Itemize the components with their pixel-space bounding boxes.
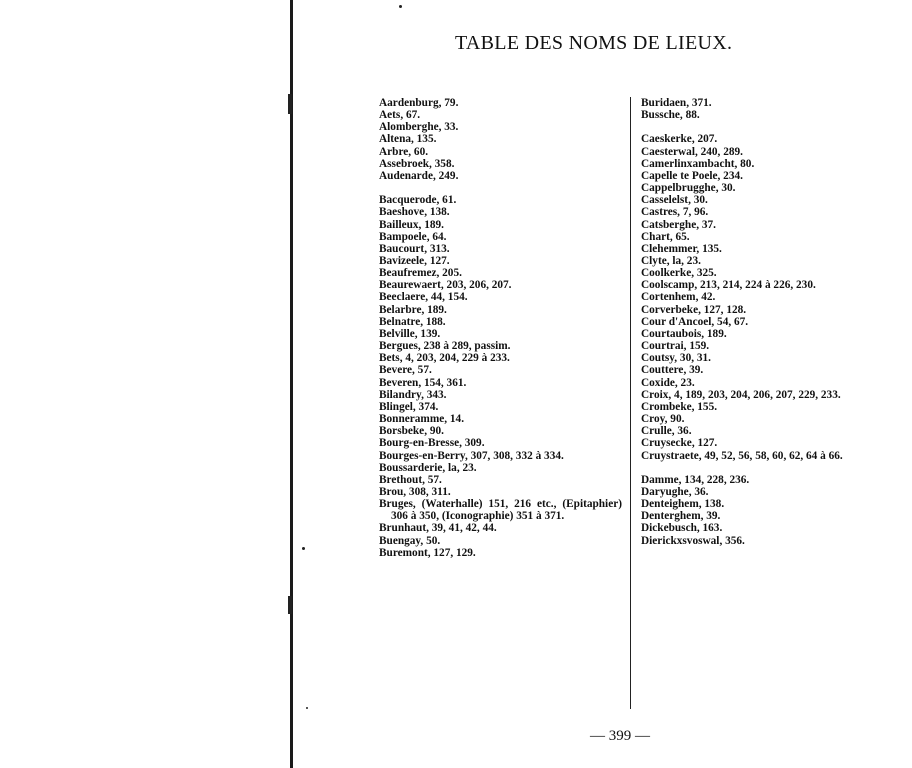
index-entry: Croix, 4, 189, 203, 204, 206, 207, 229, 233. (641, 388, 841, 401)
index-entry: Brethout, 57. (379, 473, 442, 486)
index-entry: Castres, 7, 96. (641, 206, 709, 219)
index-entry: Courtrai, 159. (641, 340, 710, 353)
ink-speck (306, 707, 308, 709)
index-entry: Bilandry, 343. (379, 388, 447, 401)
index-entry: Boussarderie, la, 23. (379, 461, 477, 474)
binding-mark (288, 596, 292, 614)
index-entry: Cortenhem, 42. (641, 291, 716, 304)
index-entry: Cruystraete, 49, 52, 56, 58, 60, 62, 64 à 66. (641, 449, 843, 462)
group-spacer (641, 121, 896, 133)
index-entry: Bacquerode, 61. (379, 194, 457, 207)
index-entry: Damme, 134, 228, 236. (641, 473, 750, 486)
index-entry: Catsberghe, 37. (641, 218, 716, 231)
index-entry: Bampoele, 64. (379, 230, 447, 243)
index-column-left (379, 97, 622, 559)
index-entry: Brunhaut, 39, 41, 42, 44. (379, 522, 497, 535)
page-number: — 399 — (590, 728, 650, 744)
index-entry: Bussche, 88. (641, 109, 700, 122)
index-entry: Clehemmer, 135. (641, 242, 722, 255)
index-entry: Crombeke, 155. (641, 400, 718, 413)
index-entry: Assebroek, 358. (379, 157, 455, 170)
index-entry: Altena, 135. (379, 133, 437, 146)
index-entry: Caeskerke, 207. (641, 133, 718, 146)
index-entry: Chart, 65. (641, 230, 690, 243)
index-entry: Cappelbrugghe, 30. (641, 182, 736, 195)
index-entry: Cruysecke, 127. (641, 437, 718, 450)
index-entry: Bergues, 238 à 289, passim. (379, 340, 511, 353)
page-binding-edge (290, 0, 293, 768)
index-entry: Bourges-en-Berry, 307, 308, 332 à 334. (379, 449, 564, 462)
index-entry: Capelle te Poele, 234. (641, 169, 743, 182)
ink-speck (399, 5, 402, 8)
index-entry: Bruges, (Waterhalle) 151, 216 etc., (Epitaphier) 306 à 350, (Iconographie) 351 à 371. (379, 498, 622, 523)
index-entry: Baucourt, 313. (379, 242, 450, 255)
index-entry: Dierickxsvoswal, 356. (641, 534, 745, 547)
index-entry: Aets, 67. (379, 109, 421, 122)
ink-speck (302, 547, 305, 550)
index-entry: Cour d'Ancoel, 54, 67. (641, 315, 749, 328)
index-entry: Beaufremez, 205. (379, 267, 462, 280)
index-entry: Coxide, 23. (641, 376, 695, 389)
index-entry: Buremont, 127, 129. (379, 546, 476, 559)
index-entry: Camerlinxambacht, 80. (641, 157, 755, 170)
index-entry: Baeshove, 138. (379, 206, 450, 219)
index-entry: Coolkerke, 325. (641, 267, 717, 280)
index-entry: Bailleux, 189. (379, 218, 444, 231)
group-spacer (379, 182, 622, 194)
index-entry: Courtaubois, 189. (641, 327, 727, 340)
index-entry: Corverbeke, 127, 128. (641, 303, 747, 316)
index-entry: Couttere, 39. (641, 364, 704, 377)
index-entry: Denteighem, 138. (641, 498, 725, 511)
index-entry: Daryughe, 36. (641, 485, 709, 498)
index-entry: Coutsy, 30, 31. (641, 352, 711, 365)
index-entry: Blingel, 374. (379, 400, 439, 413)
index-entry: Bonneramme, 14. (379, 413, 465, 426)
index-entry: Alomberghe, 33. (379, 121, 459, 134)
index-entry: Bevere, 57. (379, 364, 432, 377)
index-entry: Croy, 90. (641, 413, 685, 426)
index-entry: Bavizeele, 127. (379, 255, 450, 268)
index-entry: Aardenburg, 79. (379, 97, 459, 109)
index-entry: Beaurewaert, 203, 206, 207. (379, 279, 512, 292)
index-column-right (641, 97, 896, 547)
index-entry: Buridaen, 371. (641, 97, 712, 109)
index-entry: Audenarde, 249. (379, 169, 459, 182)
index-entry: Brou, 308, 311. (379, 485, 451, 498)
binding-mark (288, 94, 292, 114)
index-entry: Beveren, 154, 361. (379, 376, 467, 389)
index-entry: Clyte, la, 23. (641, 255, 701, 268)
index-entry: Beeclaere, 44, 154. (379, 291, 468, 304)
index-entry: Borsbeke, 90. (379, 425, 444, 438)
index-entry: Buengay, 50. (379, 534, 441, 547)
index-entry: Coolscamp, 213, 214, 224 à 226, 230. (641, 279, 816, 292)
page-title: TABLE DES NOMS DE LIEUX. (455, 32, 733, 54)
index-entry: Dickebusch, 163. (641, 522, 723, 535)
index-entry: Belarbre, 189. (379, 303, 447, 316)
index-entry: Bets, 4, 203, 204, 229 à 233. (379, 352, 510, 365)
index-entry: Arbre, 60. (379, 145, 429, 158)
index-entry: Denterghem, 39. (641, 510, 721, 523)
index-entry: Caesterwal, 240, 289. (641, 145, 743, 158)
index-entry: Belville, 139. (379, 327, 441, 340)
index-entry: Crulle, 36. (641, 425, 692, 438)
index-entry: Belnatre, 188. (379, 315, 446, 328)
column-divider (630, 97, 631, 709)
group-spacer (641, 462, 896, 474)
index-entry: Casselelst, 30. (641, 194, 708, 207)
index-entry: Bourg-en-Bresse, 309. (379, 437, 485, 450)
